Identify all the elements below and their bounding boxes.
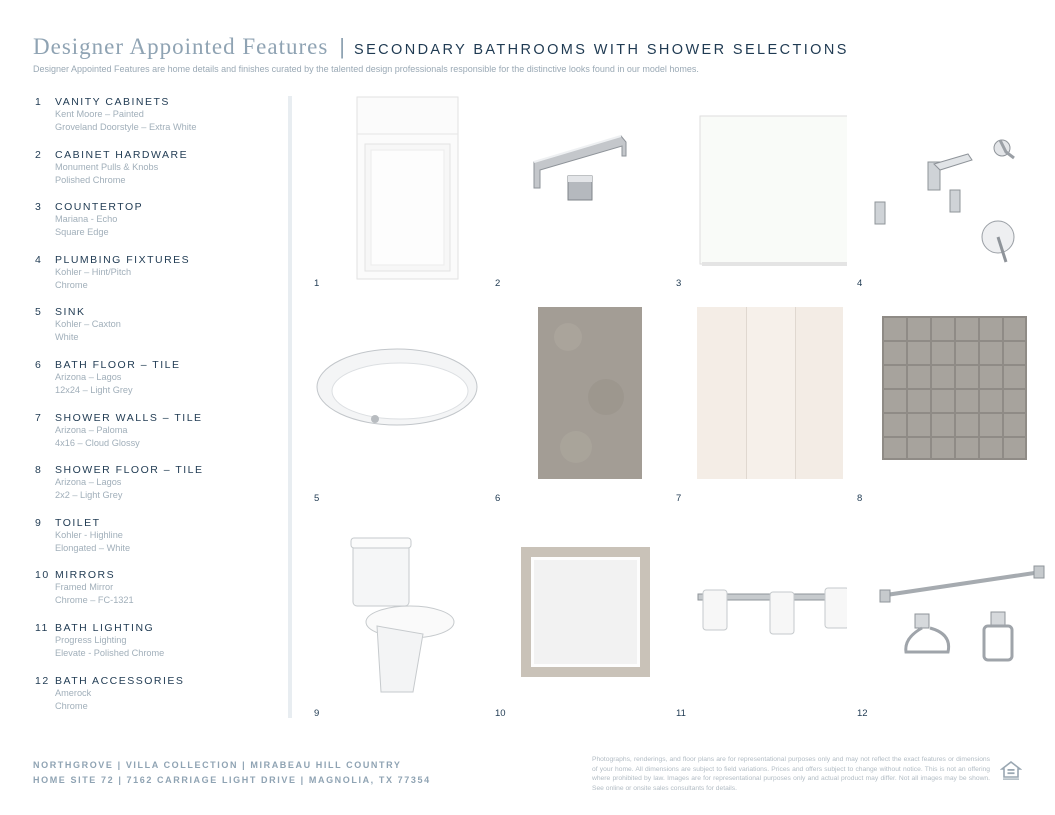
feature-detail: Arizona – Lagos — [55, 477, 122, 488]
wall-tile-icon — [667, 307, 847, 517]
feature-detail: White — [55, 332, 79, 343]
faucet-set-icon — [848, 92, 1043, 302]
framed-mirror-icon — [486, 522, 666, 732]
intro-text: Designer Appointed Features are home details and finishes curated by the talented design professionals responsible for the distinctive looks found in our model homes. — [33, 64, 699, 74]
toilet-icon — [305, 522, 485, 732]
feature-detail: Kent Moore – Painted — [55, 109, 144, 119]
feature-title: TOILET — [55, 516, 101, 529]
disclaimer: Photographs, renderings, and floor plans are for representational purposes only and may not reflect the exact features or dimensions of your home. All dimensions are subject to field variations. Prices and offers subject to change without notice. This is not an offering where prohibited by law. Images are for representational purposes only and actual product may differ. Not all images may be shown. See online or onsite sales consultants for details. — [592, 756, 990, 792]
image-cell — [305, 522, 485, 732]
feature-item — [35, 464, 275, 517]
feature-item — [35, 201, 275, 254]
image-number: 1 — [314, 278, 320, 289]
feature-title: MIRRORS — [55, 569, 116, 582]
image-number: 9 — [314, 708, 320, 719]
feature-title: PLUMBING FIXTURES — [55, 253, 191, 266]
cabinet-door-icon — [305, 92, 485, 302]
feature-title: BATH ACCESSORIES — [55, 674, 185, 687]
page-subtitle: SECONDARY BATHROOMS WITH SHOWER SELECTIONS — [354, 42, 849, 58]
image-cell — [848, 92, 1028, 302]
image-cell — [667, 307, 847, 517]
feature-item — [35, 254, 275, 307]
page-title: Designer Appointed Features — [33, 34, 329, 59]
feature-item — [35, 569, 275, 622]
feature-number: 6 — [35, 358, 43, 371]
feature-item — [35, 306, 275, 359]
feature-detail: Framed Mirror — [55, 582, 114, 593]
feature-number: 11 — [35, 621, 49, 634]
image-cell — [486, 92, 666, 302]
feature-number: 12 — [35, 674, 50, 687]
feature-title: CABINET HARDWARE — [55, 148, 189, 161]
community-line: NORTHGROVE | VILLA COLLECTION | MIRABEAU HILL COUNTRY — [33, 760, 402, 770]
feature-number: 1 — [35, 96, 43, 108]
feature-number: 5 — [35, 306, 43, 319]
feature-title: SHOWER FLOOR – TILE — [55, 464, 204, 477]
image-cell — [305, 92, 485, 302]
community-info — [33, 758, 431, 787]
feature-item — [35, 96, 275, 149]
feature-number: 3 — [35, 201, 43, 214]
feature-number: 2 — [35, 148, 43, 161]
vertical-divider — [288, 96, 292, 718]
feature-detail: Progress Lighting — [55, 634, 127, 645]
cabinet-pull-knob-icon — [486, 92, 666, 302]
image-cell — [305, 307, 485, 517]
page-header — [33, 34, 1035, 74]
image-cell — [667, 92, 847, 302]
image-number: 3 — [676, 278, 682, 289]
image-number: 12 — [857, 708, 868, 719]
title-row — [33, 34, 1035, 60]
feature-detail: Amerock — [55, 687, 92, 698]
feature-detail: Polished Chrome — [55, 174, 126, 185]
feature-item — [35, 517, 275, 570]
feature-title: VANITY CABINETS — [55, 96, 170, 108]
countertop-sample-icon — [667, 92, 847, 302]
feature-number: 4 — [35, 253, 43, 266]
vanity-light-icon — [667, 522, 847, 732]
feature-title: BATH LIGHTING — [55, 621, 155, 634]
image-cell — [667, 522, 847, 732]
feature-item — [35, 675, 275, 728]
feature-detail: Chrome – FC-1321 — [55, 595, 134, 606]
feature-title: COUNTERTOP — [55, 201, 144, 214]
feature-detail: Kohler – Hint/Pitch — [55, 266, 132, 277]
image-number: 2 — [495, 278, 501, 289]
floor-tile-icon — [486, 307, 666, 517]
image-cell — [486, 522, 666, 732]
feature-item — [35, 622, 275, 675]
feature-detail: Arizona – Lagos — [55, 371, 122, 382]
image-number: 8 — [857, 493, 863, 504]
feature-item — [35, 359, 275, 412]
image-number: 6 — [495, 493, 501, 504]
feature-item — [35, 149, 275, 202]
undermount-sink-icon — [305, 307, 485, 517]
address-line: HOME SITE 72 | 7162 CARRIAGE LIGHT DRIVE | MAGNOLIA, TX 77354 — [33, 774, 431, 785]
feature-item — [35, 412, 275, 465]
feature-detail: Kohler – Caxton — [55, 319, 121, 330]
image-number: 7 — [676, 493, 682, 504]
equal-housing-opportunity-icon — [1000, 759, 1022, 781]
image-number: 5 — [314, 493, 320, 504]
feature-detail: Groveland Doorstyle – Extra White — [55, 122, 197, 132]
feature-detail: Chrome — [55, 700, 88, 711]
feature-detail: Monument Pulls & Knobs — [55, 161, 159, 172]
feature-title: SINK — [55, 306, 86, 319]
feature-number: 10 — [35, 569, 50, 582]
feature-detail: Elongated – White — [55, 542, 131, 553]
feature-detail: Arizona – Paloma — [55, 424, 128, 435]
image-cell — [486, 307, 666, 517]
feature-list — [35, 96, 275, 727]
feature-detail: Mariana - Echo — [55, 214, 118, 225]
feature-number: 7 — [35, 411, 43, 424]
feature-title: BATH FLOOR – TILE — [55, 358, 181, 371]
image-number: 10 — [495, 708, 506, 719]
feature-detail: Kohler - Highline — [55, 529, 123, 540]
feature-detail: 4x16 – Cloud Glossy — [55, 437, 140, 448]
feature-detail: Elevate - Polished Chrome — [55, 647, 165, 658]
feature-number: 8 — [35, 464, 43, 477]
towel-bar-set-icon — [848, 522, 1045, 732]
image-cell — [848, 522, 1028, 732]
title-separator: | — [339, 34, 345, 59]
feature-detail: Chrome — [55, 279, 88, 290]
image-cell — [848, 307, 1028, 517]
feature-detail: 12x24 – Light Grey — [55, 384, 133, 395]
image-grid — [305, 92, 1045, 722]
feature-detail: 2x2 – Light Grey — [55, 490, 123, 501]
image-number: 4 — [857, 278, 863, 289]
image-number: 11 — [676, 708, 686, 719]
feature-detail: Square Edge — [55, 227, 109, 238]
feature-number: 9 — [35, 516, 43, 529]
mosaic-tile-icon — [848, 307, 1028, 517]
feature-title: SHOWER WALLS – TILE — [55, 411, 203, 424]
